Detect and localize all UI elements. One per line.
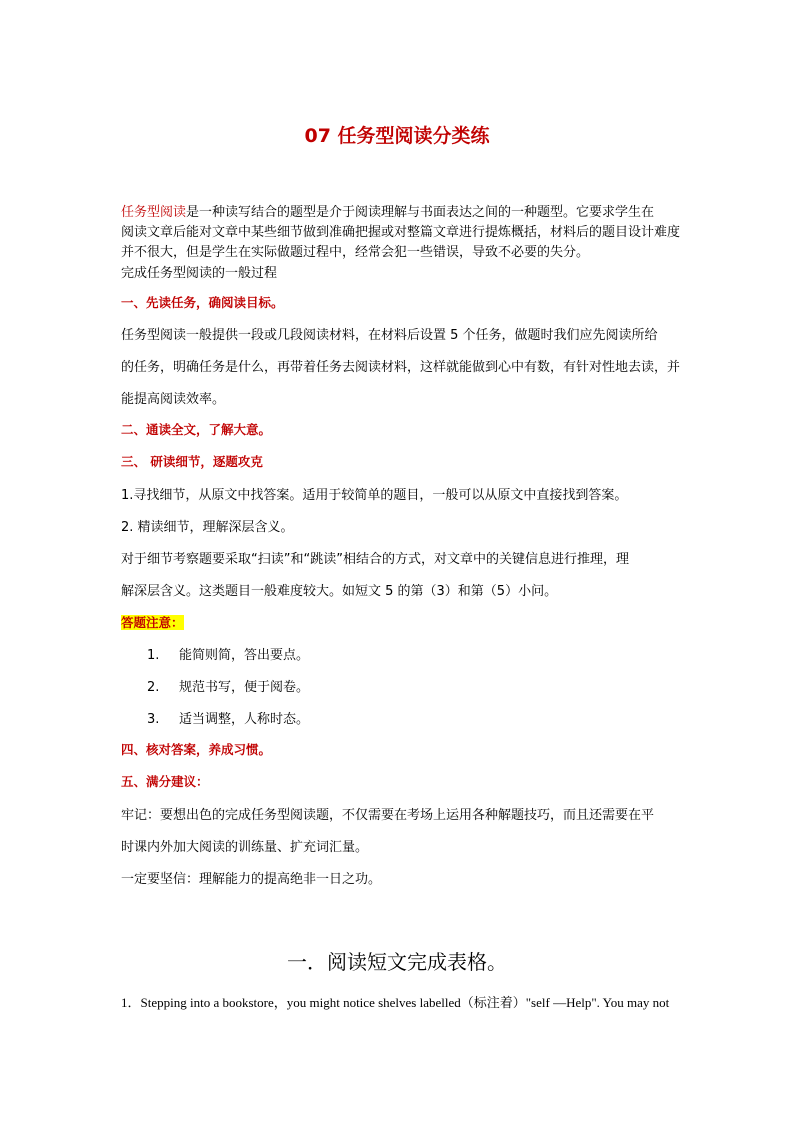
- step1-heading: 一、先读任务，确阅读目标。: [121, 295, 284, 310]
- notes-item-2-num: 2.: [147, 680, 160, 695]
- notes-item-1: [147, 644, 309, 663]
- step1-line-2: 的任务，明确任务是什么，再带着任务去阅读材料，这样就能做到心中有数，有针对性地去读，并: [121, 360, 681, 375]
- step3-para-line-1: 对于细节考察题要采取“扫读”和“跳读”相结合的方式，对文章中的关键信息进行推理，理: [121, 552, 629, 567]
- intro-line-1: [121, 205, 654, 221]
- intro-line-2: 阅读文章后能对文章中某些细节做到准确把握或对整篇文章进行提炼概括，材料后的题目设计难度: [121, 225, 681, 240]
- question-1-text: 1．Stepping into a bookstore，you might notice shelves labelled（标注着）"self —Help". You may not: [121, 995, 670, 1010]
- step2-heading: 二、通读全文，了解大意。: [121, 422, 272, 437]
- notes-item-1-text: 能简则简，答出要点。: [179, 648, 310, 663]
- intro-line-1-rest: 是一种读写结合的题型是介于阅读理解与书面表达之间的一种题型。它要求学生在: [186, 205, 655, 220]
- notes-item-2-text: 规范书写，便于阅卷。: [179, 680, 310, 695]
- step1-line-3: 能提高阅读效率。: [121, 392, 226, 407]
- intro-line-3: 并不很大，但是学生在实际做题过程中，经常会犯一些错误，导致不必要的失分。: [121, 245, 590, 260]
- document-title: 07 任务型阅读分类练: [304, 125, 490, 147]
- section-title: 一．阅读短文完成表格。: [287, 950, 507, 974]
- notes-item-3: [147, 708, 309, 727]
- step3-para-line-2: 解深层含义。这类题目一般难度较大。如短文 5 的第（3）和第（5）小问。: [121, 584, 558, 599]
- intro-term: 任务型阅读: [121, 205, 187, 220]
- intro-line-4: 完成任务型阅读的一般过程: [121, 266, 278, 281]
- step3-heading: 三、 研读细节，逐题攻克: [121, 454, 263, 469]
- notes-item-1-num: 1.: [147, 648, 160, 663]
- notes-item-2: [147, 676, 309, 695]
- step5-heading: 五、满分建议：: [121, 774, 209, 789]
- step5-belief: 一定要坚信：理解能力的提高绝非一日之功。: [121, 872, 382, 887]
- step5-line-2: 时课内外加大阅读的训练量、扩充词汇量。: [121, 840, 369, 855]
- notes-heading-wrap: [121, 612, 184, 631]
- step5-line-1: 牢记：要想出色的完成任务型阅读题，不仅需要在考场上运用各种解题技巧，而且还需要在平: [121, 808, 655, 823]
- step3-item-1: 1.寻找细节，从原文中找答案。适用于较简单的题目，一般可以从原文中直接找到答案。: [121, 488, 628, 503]
- step3-item-2: 2. 精读细节，理解深层含义。: [121, 520, 294, 535]
- notes-item-3-num: 3.: [147, 712, 160, 727]
- notes-item-3-text: 适当调整，人称时态。: [179, 712, 310, 727]
- step1-line-1: 任务型阅读一般提供一段或几段阅读材料，在材料后设置 5 个任务，做题时我们应先阅读所给: [121, 328, 658, 343]
- notes-heading: 答题注意：: [121, 615, 184, 630]
- step4-heading: 四、核对答案，养成习惯。: [121, 742, 272, 757]
